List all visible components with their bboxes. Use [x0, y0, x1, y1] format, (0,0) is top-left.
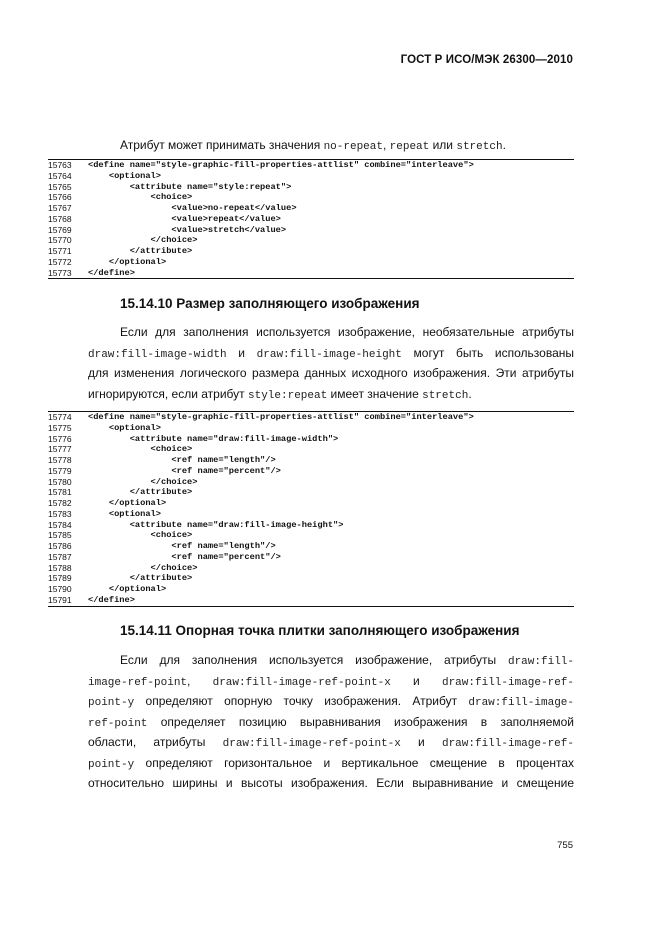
code-line [48, 509, 574, 520]
line-number: 15790 [48, 584, 72, 594]
code-text: <attribute name="draw:fill-image-height"> [88, 519, 344, 530]
text-span: определяет позицию выравнивания изображения в заполняемой [147, 714, 574, 729]
paragraph-line [88, 753, 574, 774]
section2-paragraph [88, 650, 574, 794]
code-line [48, 171, 574, 182]
code-line [48, 477, 574, 488]
code-text: <choice> [88, 444, 193, 455]
code-line [48, 541, 574, 552]
line-number: 15777 [48, 444, 72, 455]
code-line [48, 214, 574, 225]
line-number: 15764 [48, 170, 72, 181]
attr-fill-image-width: draw:fill-image-width [88, 348, 227, 361]
line-number: 15781 [48, 487, 72, 498]
code-block-fill-image-size [48, 411, 574, 607]
code-text: <optional> [88, 508, 161, 519]
code-line [48, 182, 574, 193]
text-span: для изменения логического размера данных исходного изображения. Эти атрибуты [88, 366, 574, 380]
text-span: . [468, 386, 472, 401]
line-number: 15765 [48, 181, 72, 192]
code-span: point-y [88, 758, 135, 771]
text-span: Если для заполнения используется изображение, атрибуты [120, 653, 508, 667]
code-line [48, 412, 574, 423]
line-number: 15786 [48, 541, 72, 551]
code-line [48, 235, 574, 246]
code-line [48, 203, 574, 214]
value-no-repeat: no-repeat [323, 141, 383, 153]
code-span: draw:fill-image- [468, 697, 574, 709]
code-line [48, 552, 574, 563]
line-number: 15784 [48, 519, 72, 530]
line-number: 15769 [48, 224, 72, 235]
line-number: 15775 [48, 422, 72, 433]
paragraph-line [88, 712, 574, 733]
line-number: 15770 [48, 235, 72, 246]
code-line [48, 520, 574, 531]
section-heading-15-14-10: 15.14.10 Размер заполняющего изображения [120, 296, 420, 311]
code-span: draw:fill-image-ref-point-x [212, 676, 391, 689]
code-line [48, 434, 574, 445]
code-text: <attribute name="draw:fill-image-width"> [88, 433, 339, 444]
text-span: определяют опорную точку изображения. Атрибут [134, 694, 469, 708]
line-number: 15779 [48, 465, 72, 476]
code-text: </choice> [88, 235, 198, 246]
paragraph-line [88, 671, 574, 692]
code-text: </choice> [88, 476, 198, 487]
section-heading-15-14-11: 15.14.11 Опорная точка плитки заполняющего изображения [120, 623, 520, 638]
text-span: имеет значение [327, 386, 423, 401]
code-text: </choice> [88, 562, 198, 573]
line-number: 15776 [48, 433, 72, 444]
text-span: Если для заполнения используется изображение, необязательные атрибуты [120, 325, 574, 339]
code-text: </optional> [88, 256, 167, 267]
value-stretch: stretch [422, 389, 469, 402]
code-text: <ref name="percent"/> [88, 551, 281, 562]
intro-or: или [429, 138, 457, 152]
code-span: image-ref-point [88, 676, 188, 689]
code-span: draw:fill- [507, 656, 574, 668]
paragraph-line [88, 322, 574, 343]
code-text: <optional> [88, 170, 161, 181]
code-span: point-y [88, 697, 135, 709]
code-text: <attribute name="style:repeat"> [88, 181, 292, 192]
text-span: , [187, 673, 213, 688]
line-number: 15778 [48, 455, 72, 465]
code-text: <value>no-repeat</value> [88, 203, 297, 213]
section1-paragraph [88, 322, 574, 404]
page-number: 755 [557, 840, 573, 851]
line-number: 15763 [48, 160, 72, 170]
code-text: <value>stretch</value> [88, 224, 287, 235]
line-number: 15789 [48, 573, 72, 584]
code-line [48, 246, 574, 257]
text-span: и [226, 345, 257, 360]
code-text: <define name="style-graphic-fill-properties-attlist" combine="interleave"> [88, 160, 474, 170]
line-number: 15783 [48, 508, 72, 519]
line-number: 15791 [48, 594, 72, 605]
value-stretch: stretch [456, 141, 503, 153]
code-line [48, 268, 574, 279]
text-span: и [390, 673, 442, 688]
paragraph-line [88, 773, 574, 794]
paragraph-line [88, 384, 574, 405]
code-line [48, 466, 574, 477]
code-line [48, 160, 574, 171]
code-text: </attribute> [88, 487, 193, 498]
line-number: 15772 [48, 256, 72, 267]
line-number: 15787 [48, 551, 72, 562]
code-line [48, 192, 574, 203]
code-line [48, 487, 574, 498]
line-number: 15785 [48, 530, 72, 541]
line-number: 15788 [48, 562, 72, 573]
code-text: <choice> [88, 192, 193, 203]
code-text: </attribute> [88, 573, 193, 584]
code-text: </define> [88, 594, 135, 605]
code-text: <ref name="percent"/> [88, 465, 281, 476]
code-block-repeat [48, 159, 574, 279]
code-line [48, 563, 574, 574]
line-number: 15767 [48, 203, 72, 213]
intro-text: Атрибут может принимать значения [120, 138, 324, 152]
code-line [48, 444, 574, 455]
code-text: <choice> [88, 530, 193, 541]
code-line [48, 455, 574, 466]
paragraph-line [88, 650, 574, 671]
value-repeat: repeat [389, 141, 430, 153]
code-line [48, 595, 574, 606]
code-text: <ref name="length"/> [88, 455, 276, 465]
code-line [48, 225, 574, 236]
attr-style-repeat: style:repeat [248, 389, 328, 402]
intro-paragraph [120, 135, 580, 156]
paragraph-line [88, 732, 574, 753]
text-span: определяют горизонтальное и вертикальное смещение в процентах [134, 755, 574, 770]
code-line [48, 573, 574, 584]
text-span: игнорируются, если атрибут [88, 386, 248, 401]
line-number: 15766 [48, 192, 72, 203]
document-header: ГОСТ Р ИСО/МЭК 26300—2010 [400, 54, 573, 66]
code-text: </optional> [88, 498, 167, 508]
line-number: 15773 [48, 267, 72, 278]
code-text: <value>repeat</value> [88, 213, 281, 224]
intro-end: . [502, 138, 506, 152]
paragraph-line [88, 691, 574, 712]
line-number: 15768 [48, 213, 72, 224]
code-span: draw:fill-image-ref-point-x [222, 738, 401, 750]
paragraph-line [88, 363, 574, 384]
code-text: <define name="style-graphic-fill-properties-attlist" combine="interleave"> [88, 412, 474, 422]
code-text: <optional> [88, 422, 161, 433]
code-span: draw:fill-image-ref- [441, 676, 575, 689]
code-line [48, 423, 574, 434]
code-line [48, 498, 574, 509]
code-line [48, 584, 574, 595]
code-text: </attribute> [88, 246, 193, 256]
text-span: могут быть использованы [401, 345, 574, 360]
text-span: относительно ширины и высоты изображения. Если выравнивание и смещение [88, 776, 574, 790]
line-number: 15780 [48, 476, 72, 487]
attr-fill-image-height: draw:fill-image-height [256, 348, 402, 361]
line-number: 15774 [48, 412, 72, 422]
line-number: 15782 [48, 498, 72, 508]
code-span: draw:fill-image-ref- [441, 738, 574, 750]
code-text: <ref name="length"/> [88, 541, 276, 551]
paragraph-line [88, 343, 574, 364]
intro-sep: , [382, 138, 390, 152]
text-span: области, атрибуты [88, 735, 223, 749]
code-span: ref-point [88, 717, 148, 730]
code-text: </define> [88, 267, 135, 278]
line-number: 15771 [48, 246, 72, 256]
code-text: </optional> [88, 584, 167, 594]
code-line [48, 257, 574, 268]
text-span: и [400, 735, 442, 749]
code-line [48, 530, 574, 541]
